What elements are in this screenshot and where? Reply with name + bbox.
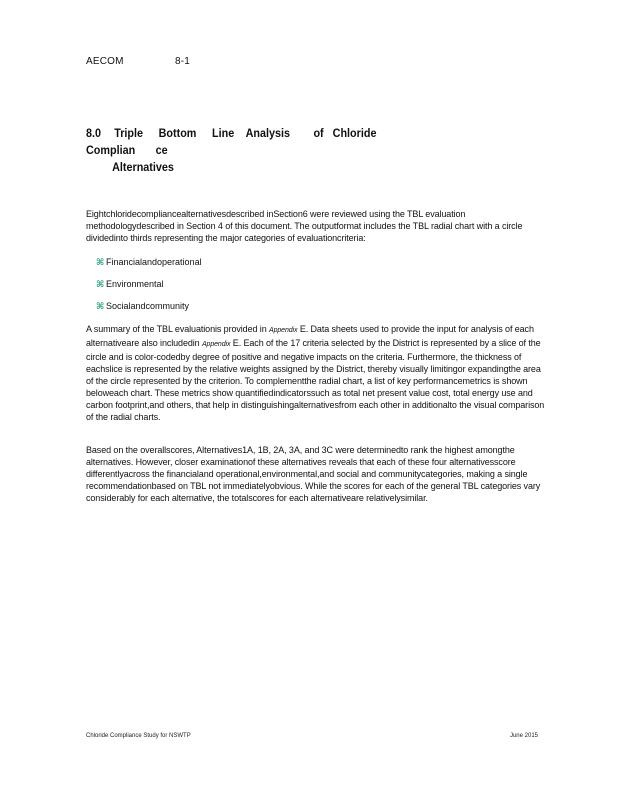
criteria-bullet-list (96, 256, 202, 322)
bullet-icon: ⌘ (96, 279, 105, 289)
summary-paragraph (86, 323, 548, 423)
title-word: of (313, 126, 324, 140)
footer-date: June 2015 (509, 733, 538, 739)
appendix-reference: Appendix (201, 341, 231, 348)
header-page-number: 8-1 (174, 56, 191, 67)
bullet-label: Financialandoperational (106, 257, 202, 267)
appendix-letter: E (232, 338, 239, 348)
summary-text: A summary of the TBL evaluationis provided in (86, 324, 267, 334)
list-item (96, 256, 202, 268)
page-header (86, 56, 190, 67)
bullet-icon: ⌘ (96, 257, 105, 267)
title-word: Line (212, 126, 235, 140)
summary-text: . Each of the 17 criteria selected by the District is represented by a slice of the circle and is color-codedby degree of positive and negative impacts on the criteria. Furthermore, the thickness of eachslice is represented by the relative weights assigned by the District, thereby visually limitingor expandingthe area of the circle represented by the criterion. To complementthe radial chart, a list of key performancemetrics is shown beloweach chart. These metrics show quantifiedindicatorssuch as total net present value cost, total energy use and carbon footprint,and others, that help in distinguishingalternativesfrom each other in additionalto the visual comparison of the radial charts. (86, 338, 545, 422)
bullet-label: Environmental (106, 279, 164, 289)
title-word: ce (155, 143, 168, 157)
appendix-letter: E (299, 324, 306, 334)
title-word: Chloride (332, 126, 377, 140)
section-title-line1 (86, 125, 464, 159)
footer-document-title: Chloride Compliance Study for NSWTP (86, 733, 191, 739)
title-word: Complian (86, 143, 136, 157)
section-title (86, 125, 464, 176)
list-item (96, 278, 202, 290)
section-number: 8.0 (86, 126, 102, 140)
title-word: Analysis (245, 126, 291, 140)
list-item (96, 300, 202, 312)
section-title-line2: Alternatives (112, 160, 174, 174)
bullet-label: Socialandcommunity (106, 301, 190, 311)
appendix-reference: Appendix (269, 327, 298, 334)
bullet-icon: ⌘ (96, 301, 105, 311)
intro-paragraph: Eightchloridecompliancealternativesdescribed inSection6 were reviewed using the TBL evaluation methodologydescribed in Section 4 of this document. The outputformat includes the TBL radial chart with a circle dividedinto thirds representing the major categories of evaluationcriteria: (86, 209, 523, 243)
header-company: AECOM (86, 56, 124, 67)
title-word: Bottom (158, 126, 197, 140)
conclusion-paragraph: Based on the overallscores, Alternatives1A, 1B, 2A, 3A, and 3C were determinedto rank the highest amongthe alternatives. However, closer examinationof these alternatives reveals that each of these four alternativesscore differentlyacross the financialand operational,environmental,and social and communitycategories, making a single recommendationbased on TBL not immediatelyobvious. While the scores for each of the general TBL categories vary considerably for each alternative, the totalscores for each alternativeare relativelysimilar. (86, 445, 541, 503)
summary-text: . Data sheets used to provide the input for analysis of each alternativeare also includedin (86, 324, 534, 348)
title-word: Triple (114, 126, 144, 140)
